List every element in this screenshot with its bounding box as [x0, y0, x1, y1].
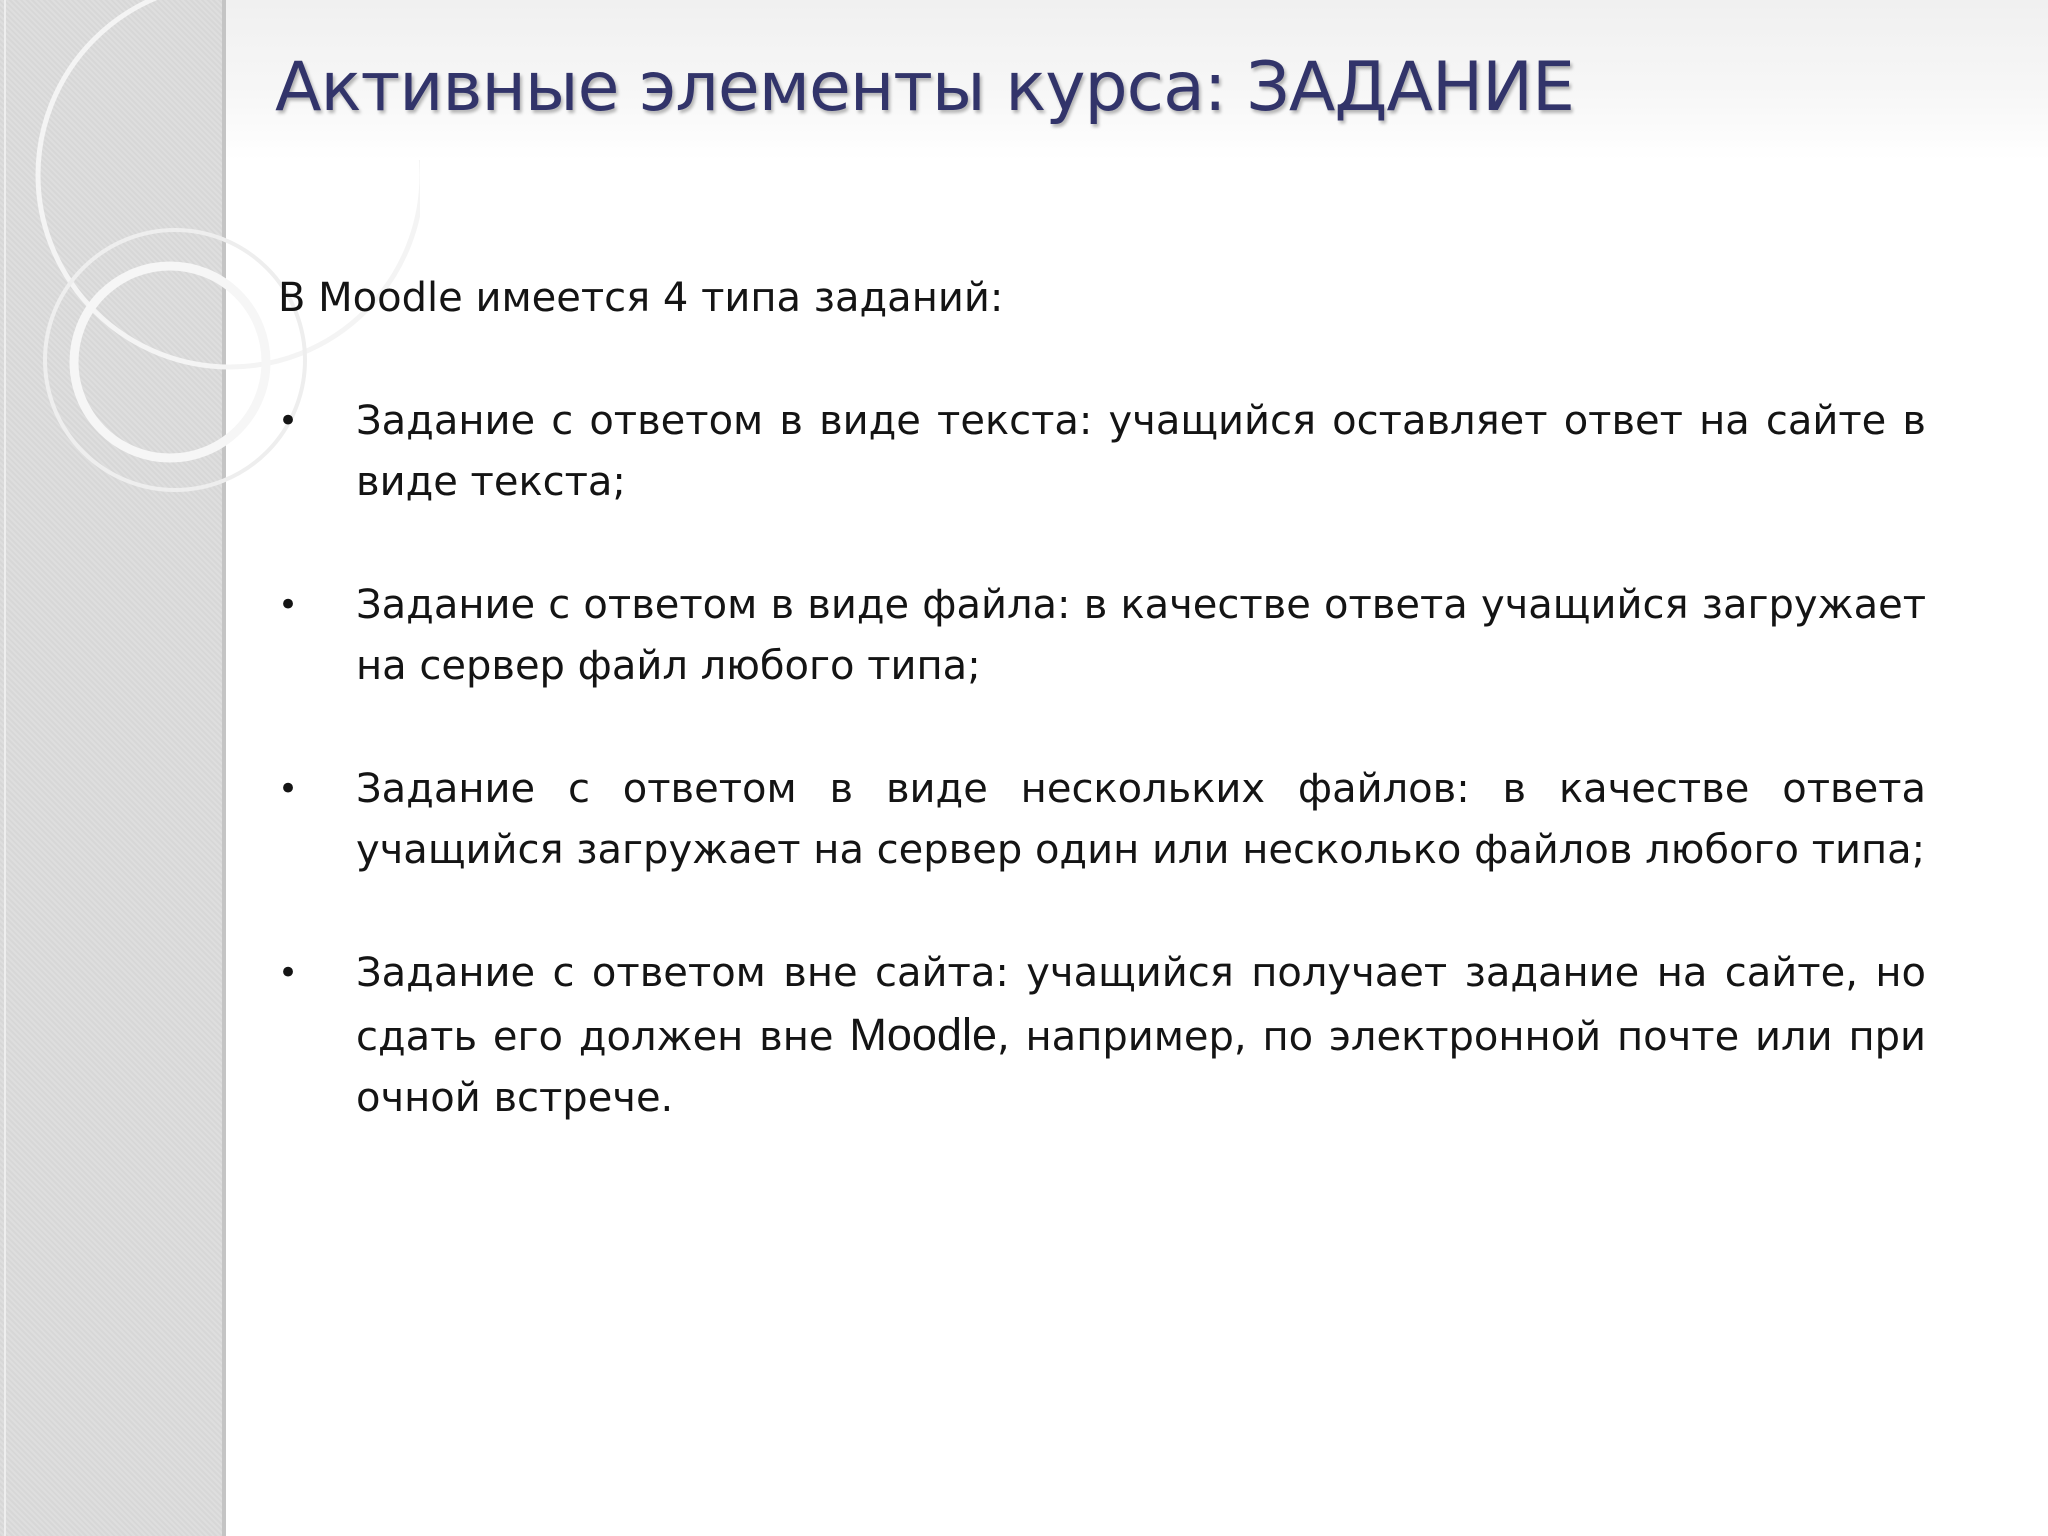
decorative-side-panel: [0, 0, 226, 1536]
moodle-word: Moodle: [849, 1009, 997, 1060]
assignment-types-list: [278, 391, 1926, 1129]
slide-title: Активные элементы курса: ЗАДАНИЕ: [275, 48, 1574, 127]
list-item-text: Задание с ответом в виде нескольких файлов: в качестве ответа учащийся загружает на сервер один или несколько файлов любого типа;: [356, 766, 1926, 873]
list-item: [278, 943, 1926, 1129]
bullet-icon: •: [278, 401, 299, 441]
list-item-text: Задание с ответом в виде текста: учащийся оставляет ответ на сайте в виде текста;: [356, 398, 1926, 505]
list-item-text-end: , например, по электронной почте или при очной встрече.: [356, 1014, 1926, 1121]
bullet-icon: •: [278, 953, 299, 993]
list-item: [278, 759, 1926, 881]
slide-body: [278, 268, 1926, 1191]
bullet-icon: •: [278, 769, 299, 809]
side-panel-edge: [4, 0, 6, 1536]
list-item: [278, 391, 1926, 513]
list-item-text-start: Задание с ответом вне сайта: учащийся получает задание на сайте, но сдать его должен вне: [356, 950, 1926, 1060]
bullet-icon: •: [278, 585, 299, 625]
list-item: [278, 575, 1926, 697]
intro-text: В Moodle имеется 4 типа заданий:: [278, 275, 1004, 321]
list-item-text: Задание с ответом в виде файла: в качестве ответа учащийся загружает на сервер файл любого типа;: [356, 582, 1926, 689]
